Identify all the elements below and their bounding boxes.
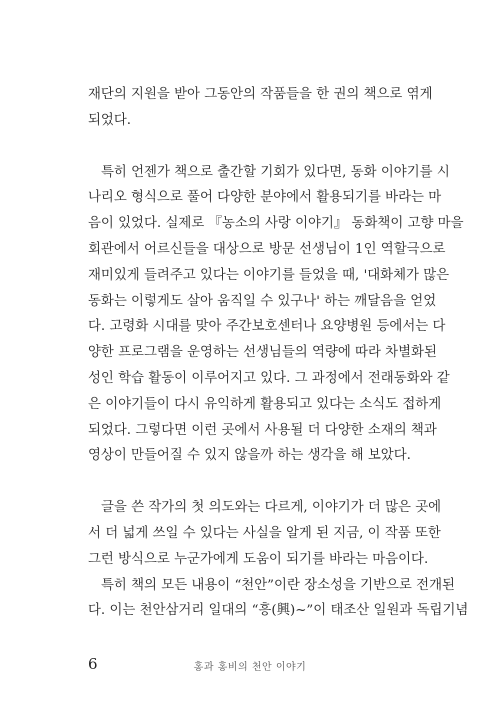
running-footer-title: 홍과 홍비의 천안 이야기 bbox=[193, 662, 307, 673]
paragraph-gap bbox=[88, 134, 408, 160]
text-line: 영상이 만들어질 수 있지 않을까 하는 생각을 해 보았다. bbox=[88, 448, 411, 464]
text-line: 재미있게 들려주고 있다는 이야기를 들었을 때, '대화체가 많은 bbox=[88, 267, 450, 283]
paragraph bbox=[88, 82, 433, 134]
paragraph bbox=[88, 495, 442, 572]
paragraph-gap bbox=[88, 469, 408, 495]
text-line: 재단의 지원을 받아 그동안의 작품들을 한 권의 책으로 엮게 bbox=[88, 87, 433, 102]
text-line: 나리오 형식으로 풀어 다양한 분야에서 활용되기를 바라는 마 bbox=[88, 190, 442, 206]
text-line: 특히 언젠가 책으로 출간할 기회가 있다면, 동화 이야기를 시 bbox=[101, 164, 450, 180]
paragraph bbox=[88, 573, 469, 625]
body-text bbox=[88, 82, 469, 624]
text-line: 특히 책의 모든 내용이 “천안”이란 장소성을 기반으로 전개된 bbox=[101, 577, 455, 593]
text-line: 되었다. bbox=[88, 112, 132, 128]
text-line: 서 더 넓게 쓰일 수 있다는 사실을 알게 된 지금, 이 작품 또한 bbox=[88, 525, 441, 541]
text-line: 양한 프로그램을 운영하는 선생님들의 역량에 따라 차별화된 bbox=[88, 345, 437, 361]
text-line: 성인 학습 활동이 이루어지고 있다. 그 과정에서 전래동화와 같 bbox=[88, 370, 450, 386]
page-number: 6 bbox=[88, 655, 98, 673]
text-line: 되었다. 그렇다면 이런 곳에서 사용될 더 다양한 소재의 책과 bbox=[88, 422, 437, 438]
text-line: 동화는 이렇게도 살아 움직일 수 있구나' 하는 깨달음을 얻었 bbox=[88, 293, 437, 309]
text-line: 다. 이는 천안삼거리 일대의 “흥(興)~”이 태조산 일원과 독립기념 bbox=[88, 603, 469, 619]
text-line: 음이 있었다. 실제로 『농소의 사랑 이야기』 동화책이 고향 마을 bbox=[88, 216, 464, 232]
text-line: 은 이야기들이 다시 유익하게 활용되고 있다는 소식도 접하게 bbox=[88, 396, 442, 412]
paragraph bbox=[88, 160, 464, 470]
text-line: 회관에서 어르신들을 대상으로 방문 선생님이 1인 역할극으로 bbox=[88, 241, 446, 257]
text-line: 그런 방식으로 누군가에게 도움이 되기를 바라는 마음이다. bbox=[88, 551, 429, 567]
text-line: 글을 쓴 작가의 첫 의도와는 다르게, 이야기가 더 많은 곳에 bbox=[101, 500, 442, 516]
text-line: 다. 고령화 시대를 맞아 주간보호센터나 요양병원 등에서는 다 bbox=[88, 319, 446, 335]
